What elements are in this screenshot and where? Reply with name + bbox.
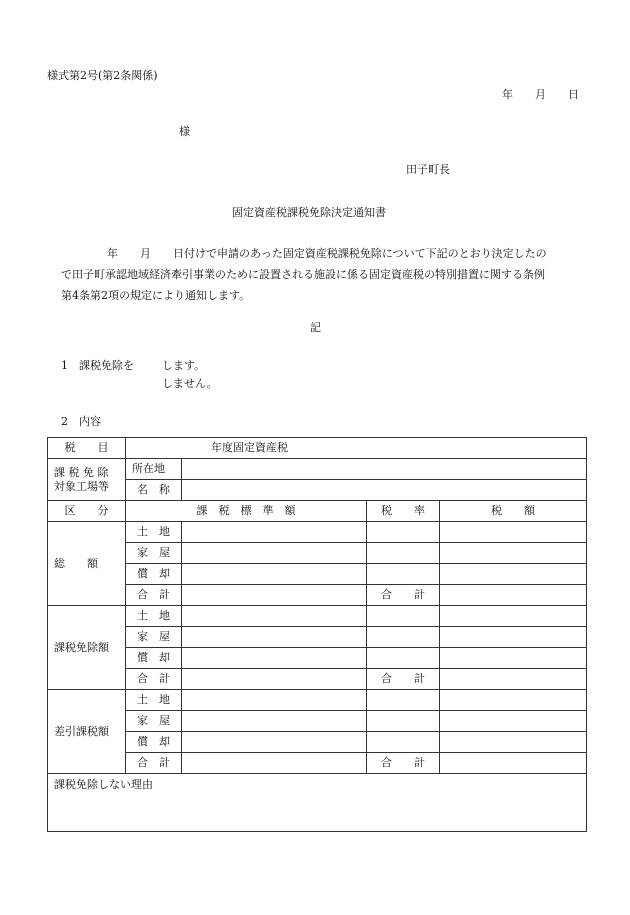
cell-base[interactable] [182,627,367,648]
row-label-depreciable: 償 却 [126,648,182,669]
name-label: 名 称 [126,480,182,501]
cell-base[interactable] [182,585,367,606]
table-row [48,438,587,459]
table-row [48,543,587,564]
item1-option-do: します。 [162,359,206,372]
cell-rate[interactable] [367,564,440,585]
cell-rate[interactable] [367,627,440,648]
name-value-cell[interactable] [182,480,587,501]
cell-tax[interactable] [440,753,587,774]
cell-base[interactable] [182,648,367,669]
table-row [48,522,587,543]
cell-base[interactable] [182,669,367,690]
cell-base[interactable] [182,543,367,564]
cell-base[interactable] [182,732,367,753]
issue-date: 年 月 日 [502,88,579,101]
target-factory-label [48,459,126,501]
tax-item-value: 年度固定資産税 [126,438,587,459]
tax-item-label: 税 目 [48,438,126,459]
header-kubun: 区 分 [48,501,126,522]
item1-option-donot: しません。 [162,377,218,390]
document-title: 固定資産税課税免除決定通知書 [232,206,386,219]
cell-tax[interactable] [440,522,587,543]
item2-label: 2 内容 [61,415,101,428]
cell-tax[interactable] [440,690,587,711]
cell-tax[interactable] [440,606,587,627]
cell-base[interactable] [182,606,367,627]
table-row [48,585,587,606]
row-label-land: 土 地 [126,690,182,711]
body-paragraph [61,243,591,306]
table-row [48,669,587,690]
header-tax-rate: 税 率 [367,501,440,522]
cell-rate[interactable] [367,648,440,669]
table-row [48,480,587,501]
table-row [48,774,587,832]
table-row [48,606,587,627]
rate-total-label: 合 計 [367,585,440,606]
cell-base[interactable] [182,690,367,711]
row-label-depreciable: 償 却 [126,564,182,585]
header-tax-amount: 税 額 [440,501,587,522]
target-label-line-2: 対象工場等 [54,479,109,493]
rate-total-label: 合 計 [367,753,440,774]
row-label-depreciable: 償 却 [126,732,182,753]
cell-tax[interactable] [440,585,587,606]
cell-tax[interactable] [440,669,587,690]
cell-base[interactable] [182,753,367,774]
cell-base[interactable] [182,564,367,585]
content-table [47,437,587,832]
group-label-net-taxable: 差引課税額 [48,690,126,774]
item1-label: 1 課税免除を [61,359,134,372]
cell-rate[interactable] [367,606,440,627]
cell-tax[interactable] [440,648,587,669]
body-line-1: 年 月 日付けで申請のあった固定資産税課税免除について下記のとおり決定したの [107,247,547,260]
group-label-exemption: 課税免除額 [48,606,126,690]
header-tax-base: 課 税 標 準 額 [126,501,367,522]
table-row [48,627,587,648]
table-row [48,690,587,711]
row-label-land: 土 地 [126,606,182,627]
row-label-sum: 合 計 [126,669,182,690]
location-label: 所在地 [126,459,182,480]
row-label-land: 土 地 [126,522,182,543]
form-number: 様式第2号(第2条関係) [47,69,158,82]
cell-rate[interactable] [367,711,440,732]
table-row [48,753,587,774]
location-value-cell[interactable] [182,459,587,480]
cell-rate[interactable] [367,522,440,543]
cell-rate[interactable] [367,690,440,711]
cell-tax[interactable] [440,564,587,585]
table-row [48,711,587,732]
cell-rate[interactable] [367,543,440,564]
cell-tax[interactable] [440,711,587,732]
reason-label: 課税免除しない理由 [54,778,153,791]
table-row [48,564,587,585]
table-row [48,459,587,480]
table-row [48,648,587,669]
body-line-2: で田子町承認地域経済牽引事業のために設置される施設に係る固定資産税の特別措置に関する条例 [61,268,545,281]
row-label-house: 家 屋 [126,627,182,648]
addressee-honorific: 様 [179,125,190,138]
cell-base[interactable] [182,522,367,543]
body-line-3: 第4条第2項の規定により通知します。 [61,289,251,302]
cell-base[interactable] [182,711,367,732]
ki-heading: 記 [310,321,321,334]
group-label-total: 総 額 [48,522,126,606]
row-label-house: 家 屋 [126,711,182,732]
table-header-row [48,501,587,522]
row-label-sum: 合 計 [126,585,182,606]
rate-total-label: 合 計 [367,669,440,690]
row-label-house: 家 屋 [126,543,182,564]
sender-name: 田子町長 [406,163,450,176]
table-row [48,732,587,753]
cell-tax[interactable] [440,543,587,564]
cell-rate[interactable] [367,732,440,753]
target-label-line-1: 課 税 免 除 [54,465,109,479]
cell-tax[interactable] [440,732,587,753]
reason-cell[interactable] [48,774,587,832]
row-label-sum: 合 計 [126,753,182,774]
cell-tax[interactable] [440,627,587,648]
